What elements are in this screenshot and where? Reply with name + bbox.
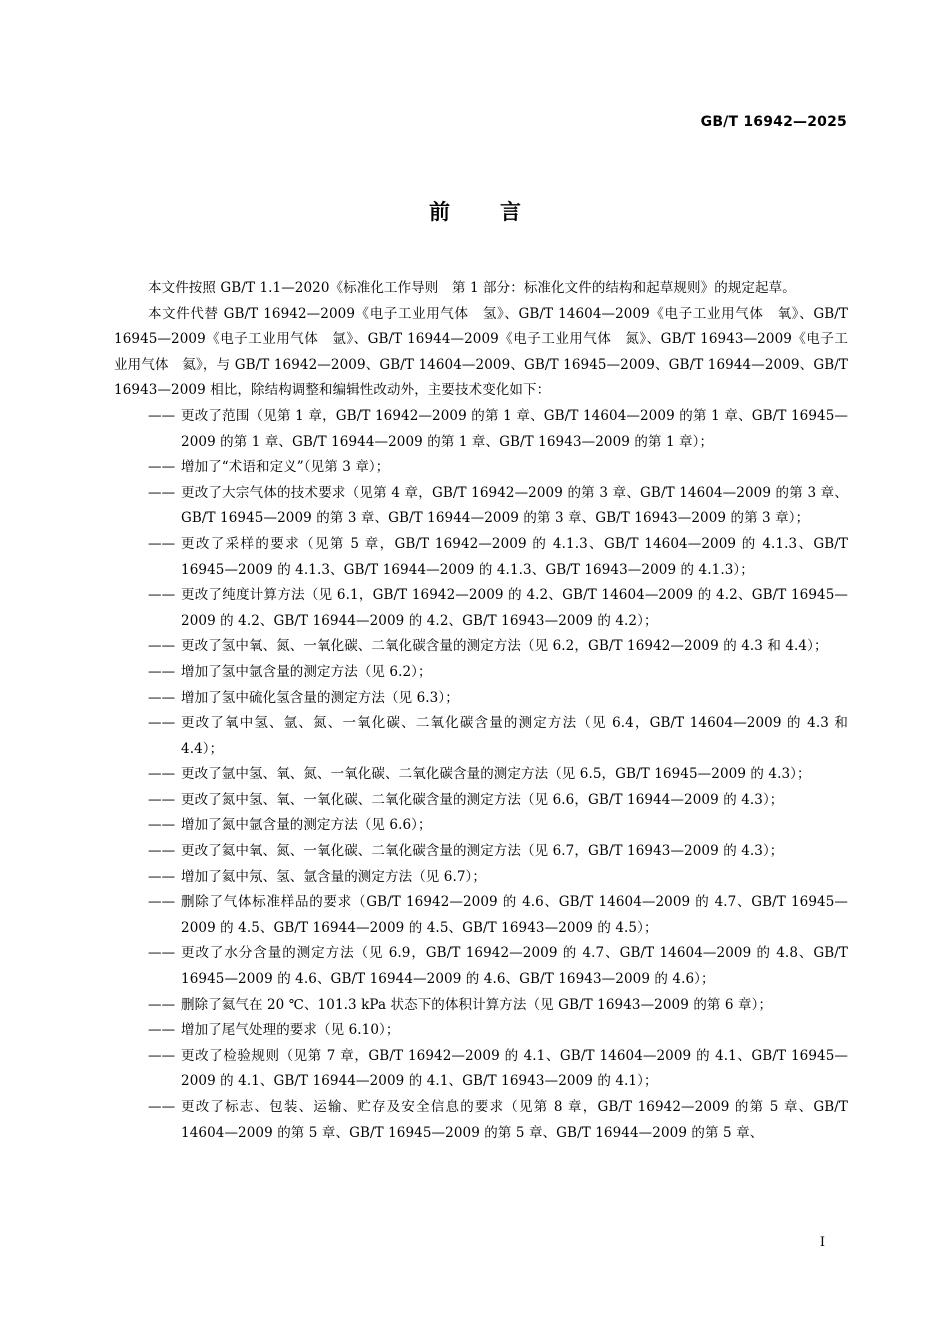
change-text: 更改了氢中氧、氮、一氧化碳、二氧化碳含量的测定方法（见 6.2，GB/T 16942—2009 的 4.3 和 4.4）； [181,638,828,655]
change-list-item [114,481,848,532]
list-dash: —— [148,843,176,860]
list-dash: —— [148,587,176,604]
list-dash: —— [148,638,176,655]
change-text: 更改了检验规则（见第 7 章，GB/T 16942—2009 的 4.1、GB/T 14604—2009 的 4.1、GB/T 16945—2009 的 4.1、GB/T 16944—2009 的 4.1、GB/T 16943—2009 的 4.1）； [181,1047,848,1090]
list-dash: —— [148,945,176,962]
change-list-item [114,711,848,762]
change-list-item [114,993,848,1019]
change-list-item [114,686,848,712]
change-list-item [114,865,848,891]
change-text: 更改了水分含量的测定方法（见 6.9，GB/T 16942—2009 的 4.7、GB/T 14604—2009 的 4.8、GB/T 16945—2009 的 4.6、GB/T 16944—2009 的 4.6、GB/T 16943—2009 的 4.6）； [181,945,848,988]
list-dash: —— [148,484,176,501]
change-text: 增加了氦中氖、氢、氩含量的测定方法（见 6.7）； [181,868,487,885]
change-list-item [114,941,848,992]
list-dash: —— [148,996,176,1013]
change-list-item [114,890,848,941]
change-text: 更改了标志、包装、运输、贮存及安全信息的要求（见第 8 章，GB/T 16942—2009 的第 5 章、GB/T 14604—2009 的第 5 章、GB/T 16945—2009 的第 5 章、GB/T 16944—2009 的第 5 章、 [181,1099,848,1141]
intro-paragraph: 本文件按照 GB/T 1.1—2020《标准化工作导则 第 1 部分：标准化文件的结构和起草规则》的规定起草。 [148,280,796,296]
foreword-body [114,276,848,1146]
list-dash: —— [148,689,176,706]
list-dash: —— [148,1022,176,1039]
change-text: 删除了气体标准样品的要求（GB/T 16942—2009 的 4.6、GB/T 14604—2009 的 4.7、GB/T 16945—2009 的 4.5、GB/T 16944—2009 的 4.5、GB/T 16943—2009 的 4.5）； [181,894,848,936]
change-text: 更改了范围（见第 1 章，GB/T 16942—2009 的第 1 章、GB/T 14604—2009 的第 1 章、GB/T 16945—2009 的第 1 章、GB/T 16944—2009 的第 1 章、GB/T 16943—2009 的第 1 章）； [181,407,848,450]
change-text: 增加了氢中硫化氢含量的测定方法（见 6.3）； [181,689,459,706]
intro-paragraph: 本文件代替 GB/T 16942—2009《电子工业用气体 氢》、GB/T 14604—2009《电子工业用气体 氧》、GB/T 16945—2009《电子工业用气体 氩》、GB/T 16944—2009《电子工业用气体 氮》、GB/T 16943—2009《电子工业用气体 氦》，与 GB/T 16942—2009、GB/T 14604—2009、GB/T 16945—2009、GB/T 16944—2009、GB/T 16943—2009 相比，除结构调整和编辑性改动外，主要技术变化如下： [114,305,848,399]
change-list-item [114,1095,848,1146]
change-list-item [114,583,848,634]
change-text: 更改了氦中氧、氮、一氧化碳、二氧化碳含量的测定方法（见 6.7，GB/T 16943—2009 的 4.3）； [181,843,784,860]
change-list-item [114,532,848,583]
page-number: I [819,1235,825,1250]
change-list-item [114,660,848,686]
change-list-item [114,1044,848,1095]
change-list-item [114,788,848,814]
change-list-item [114,1018,848,1044]
change-text: 更改了纯度计算方法（见 6.1，GB/T 16942—2009 的 4.2、GB/T 14604—2009 的 4.2、GB/T 16945—2009 的 4.2、GB/T 16944—2009 的 4.2、GB/T 16943—2009 的 4.2）； [181,587,848,629]
change-text: 增加了尾气处理的要求（见 6.10）； [181,1022,400,1039]
list-dash: —— [148,791,176,808]
change-text: 增加了氢中氩含量的测定方法（见 6.2）； [181,663,432,680]
list-dash: —— [148,535,176,552]
change-text: 更改了大宗气体的技术要求（见第 4 章，GB/T 16942—2009 的第 3 章、GB/T 14604—2009 的第 3 章、GB/T 16945—2009 的第 3 章、GB/T 16944—2009 的第 3 章、GB/T 16943—2009 的第 3 章）； [181,484,848,527]
page-title: 前言 [429,200,571,224]
list-dash: —— [148,894,176,911]
change-list-item [114,813,848,839]
change-text: 更改了氩中氢、氧、氮、一氧化碳、二氧化碳含量的测定方法（见 6.5，GB/T 16945—2009 的 4.3）； [181,766,811,783]
list-dash: —— [148,1047,176,1064]
change-list-item [114,634,848,660]
change-list-item [114,404,848,455]
list-dash: —— [148,459,176,476]
change-list-item [114,455,848,481]
standard-code: GB/T 16942—2025 [700,114,847,130]
list-dash: —— [148,868,176,885]
change-list-item [114,839,848,865]
list-dash: —— [148,1099,176,1115]
change-text: 更改了氮中氢、氧、一氧化碳、二氧化碳含量的测定方法（见 6.6，GB/T 16944—2009 的 4.3）； [181,791,784,808]
change-list-item [114,762,848,788]
list-dash: —— [148,715,176,732]
change-text: 增加了氮中氩含量的测定方法（见 6.6）； [181,817,432,834]
change-text: 删除了氦气在 20 ℃、101.3 kPa 状态下的体积计算方法（见 GB/T 16943—2009 的第 6 章）； [181,996,773,1013]
list-dash: —— [148,663,176,680]
list-dash: —— [148,817,176,834]
list-dash: —— [148,766,176,783]
list-dash: —— [148,407,176,424]
change-text: 更改了采样的要求（见第 5 章，GB/T 16942—2009 的 4.1.3、GB/T 14604—2009 的 4.1.3、GB/T 16945—2009 的 4.1.3、GB/T 16944—2009 的 4.1.3、GB/T 16943—2009 的 4.1.3）； [181,535,848,578]
changes-list [114,404,848,1146]
change-text: 增加了“术语和定义”（见第 3 章）； [181,459,390,476]
change-text: 更改了氧中氢、氩、氮、一氧化碳、二氧化碳含量的测定方法（见 6.4，GB/T 14604—2009 的 4.3 和 4.4）； [181,715,848,757]
